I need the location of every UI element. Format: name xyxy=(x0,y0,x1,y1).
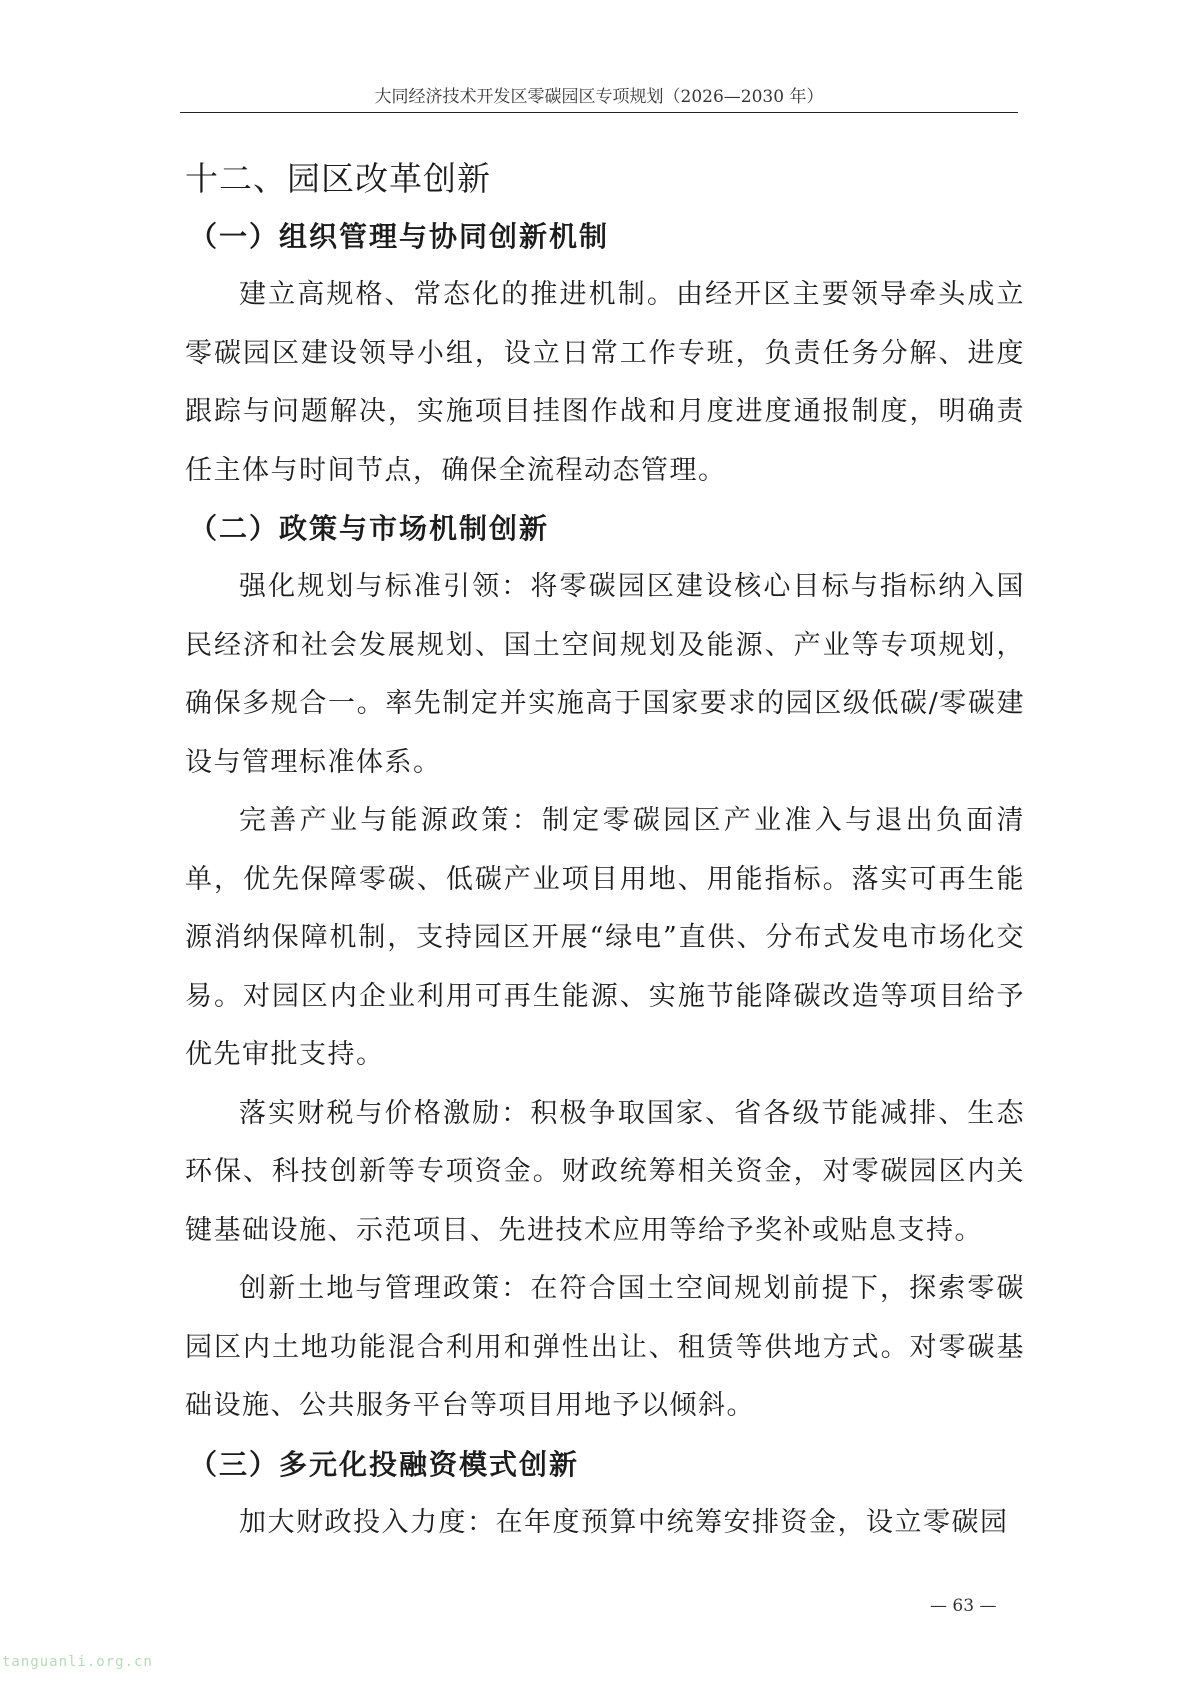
page-number: — 63 — xyxy=(930,1596,997,1616)
chapter-title: 十二、园区改革创新 xyxy=(185,159,491,198)
section-heading-1: （一）组织管理与协同创新机制 xyxy=(189,220,610,253)
section-heading-3: （三）多元化投融资模式创新 xyxy=(189,1447,580,1481)
header-rule xyxy=(180,112,1018,113)
watermark-text: tanguanli.org.cn xyxy=(2,1654,153,1670)
section-2-paragraph-1: 强化规划与标准引领：将零碳园区建设核心目标与指标纳入国民经济和社会发展规划、国土空间规划及能源、产业等专项规划，确保多规合一。率先制定并实施高于国家要求的园区级低碳/零碳建设与管理标准体系。 xyxy=(185,571,1025,778)
section-2-paragraph-3: 落实财税与价格激励：积极争取国家、省各级节能减排、生态环保、科技创新等专项资金。财政统筹相关资金，对零碳园区内关键基础设施、示范项目、先进技术应用等给予奖补或贴息支持。 xyxy=(185,1097,1025,1246)
section-3-paragraph-1: 加大财政投入力度：在年度预算中统筹安排资金，设立零碳园 xyxy=(239,1506,1009,1538)
page-body xyxy=(185,150,1025,1552)
section-1-paragraph-1: 建立高规格、常态化的推进机制。由经开区主要领导牵头成立零碳园区建设领导小组，设立日常工作专班，负责任务分解、进度跟踪与问题解决，实施项目挂图作战和月度进度通报制度，明确责任主体与时间节点，确保全流程动态管理。 xyxy=(185,279,1025,486)
section-heading-2: （二）政策与市场机制创新 xyxy=(189,512,550,545)
section-2-paragraph-2: 完善产业与能源政策：制定零碳园区产业准入与退出负面清单，优先保障零碳、低碳产业项目用地、用能指标。落实可再生能源消纳保障机制，支持园区开展“绿电”直供、分布式发电市场化交易。对园区内企业利用可再生能源、实施节能降碳改造等项目给予优先审批支持。 xyxy=(185,805,1025,1070)
running-header: 大同经济技术开发区零碳园区专项规划（2026—2030 年） xyxy=(374,87,824,107)
section-2-paragraph-4: 创新土地与管理政策：在符合国土空间规划前提下，探索零碳园区内土地功能混合利用和弹性出让、租赁等供地方式。对零碳基础设施、公共服务平台等项目用地予以倾斜。 xyxy=(185,1273,1025,1421)
